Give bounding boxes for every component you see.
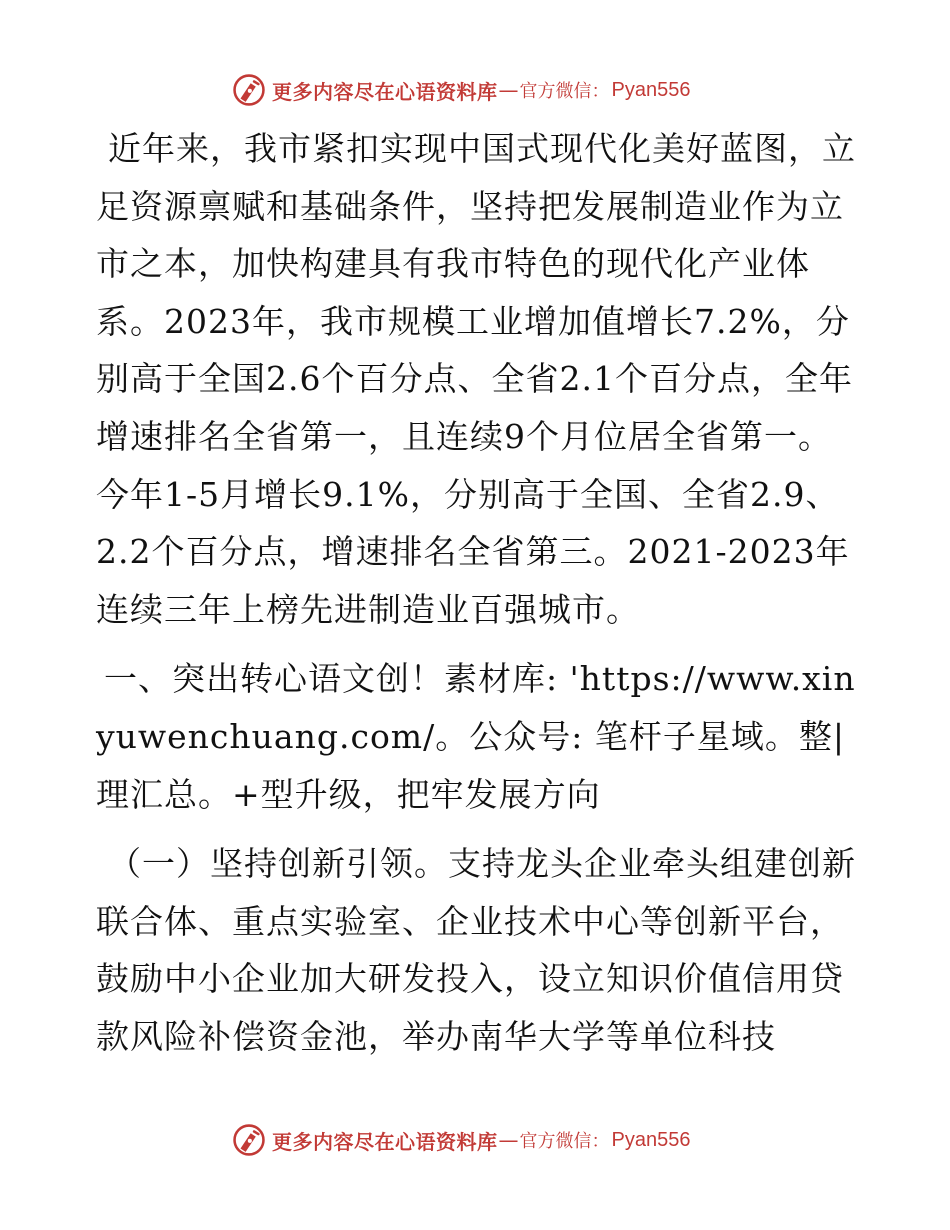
document-body [96, 120, 856, 1066]
watermark-title: 更多内容尽在心语资料库 [272, 1129, 498, 1154]
watermark-dash: — [498, 78, 519, 102]
watermark-wechat-id: Pyan556 [611, 78, 691, 101]
watermark-wechat-id: Pyan556 [611, 1128, 691, 1151]
watermark-title: 更多内容尽在心语资料库 [272, 79, 498, 104]
watermark-dash: — [498, 1128, 519, 1152]
pen-nib-logo-icon [232, 1123, 266, 1157]
pen-nib-logo-icon [232, 73, 266, 107]
watermark-label: 官方微信： [519, 1131, 610, 1152]
paragraph-intro: 近年来，我市紧扣实现中国式现代化美好蓝图，立足资源禀赋和基础条件，坚持把发展制造业作为立市之本，加快构建具有我市特色的现代化产业体系。2023年，我市规模工业增加值增长7.2%，分别高于全国2.6个百分点、全省2.1个百分点，全年增速排名全省第一，且连续9个月位居全省第一。今年1-5月增长9.1%，分别高于全国、全省2.9、2.2个百分点，增速排名全省第三。2021-2023年连续三年上榜先进制造业百强城市。 [96, 129, 856, 629]
footer-watermark [232, 1120, 752, 1160]
header-watermark [232, 70, 752, 110]
watermark-label: 官方微信： [519, 81, 610, 102]
subsection-paragraph: （一）坚持创新引领。支持龙头企业牵头组建创新联合体、重点实验室、企业技术中心等创新平台，鼓励中小企业加大研发投入，设立知识价值信用贷款风险补偿资金池，举办南华大学等单位科技 [96, 844, 856, 1056]
section-heading: 一、突出转心语文创！素材库: 'https://www.xinyuwenchuang.com/。公众号: 笔杆子星域。整|理汇总。+型升级，把牢发展方向 [96, 659, 856, 814]
